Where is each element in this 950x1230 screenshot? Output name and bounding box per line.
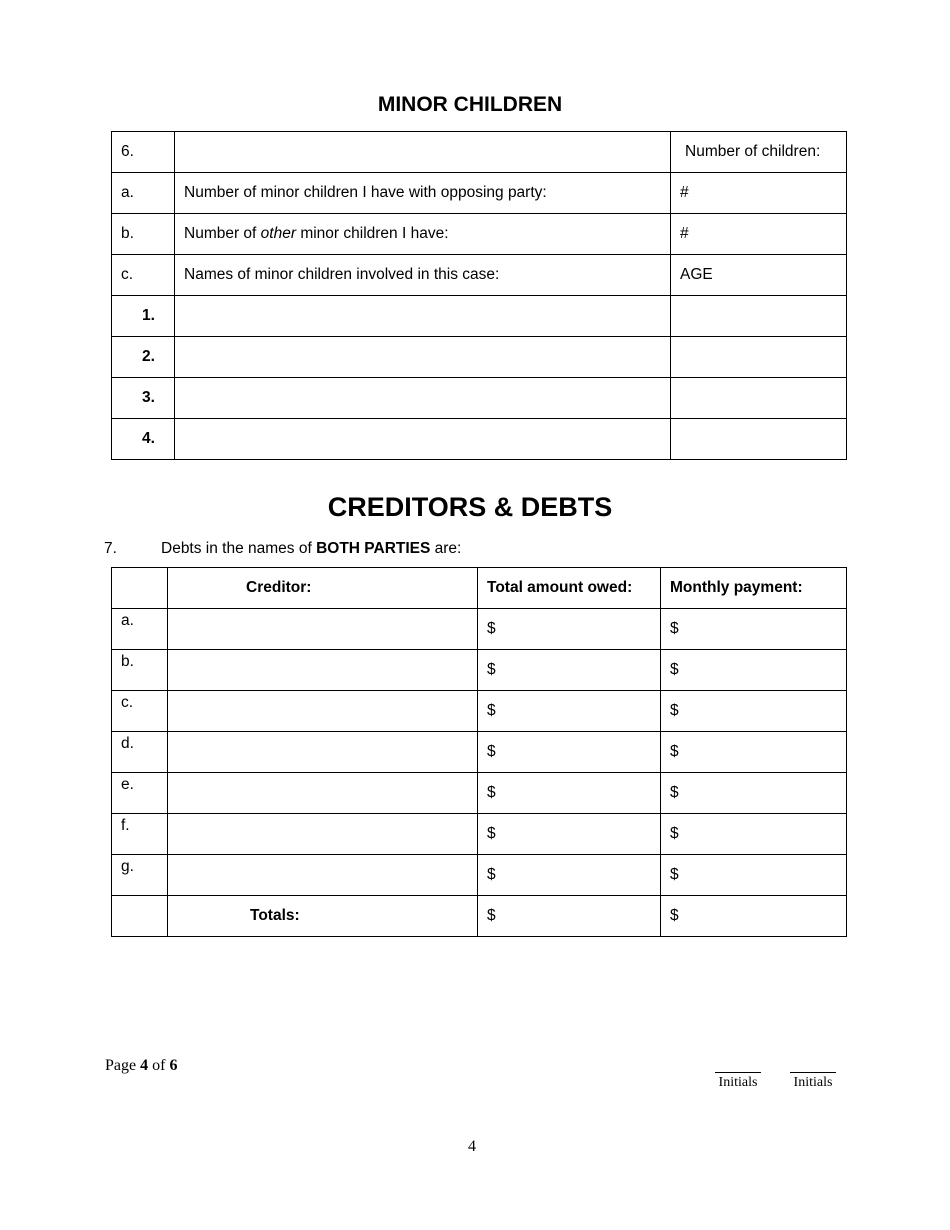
creditor-field[interactable] [168,650,478,691]
total-owed-header: Total amount owed: [478,568,661,609]
total-owed-field[interactable]: $ [478,691,661,732]
monthly-payment-header: Monthly payment: [661,568,847,609]
table-row [112,855,847,896]
monthly-payment-field[interactable]: $ [661,732,847,773]
table-row [112,378,847,419]
totals-label: Totals: [168,896,478,937]
table-row [112,255,847,296]
child-age-field[interactable] [671,378,847,419]
total-owed-field[interactable]: $ [478,855,661,896]
child-name-field[interactable] [175,337,671,378]
child-age-field[interactable] [671,419,847,460]
row-letter: d. [112,732,168,773]
row-letter: b. [112,650,168,691]
age-header: AGE [671,255,847,296]
total-owed-field[interactable]: $ [478,732,661,773]
total-owed-sum-field[interactable]: $ [478,896,661,937]
initials-field[interactable] [713,1060,763,1091]
monthly-payment-field[interactable]: $ [661,855,847,896]
debts-question [104,540,461,558]
table-row [112,419,847,460]
child-age-field[interactable] [671,337,847,378]
total-owed-field[interactable]: $ [478,773,661,814]
page-number: 4 [468,1138,476,1155]
monthly-payment-field[interactable]: $ [661,691,847,732]
minor-children-title: MINOR CHILDREN [377,93,563,116]
child-name-field[interactable] [175,378,671,419]
blank-cell [112,896,168,937]
creditor-field[interactable] [168,814,478,855]
initials-label: Initials [793,1075,833,1090]
number-of-children-label: Number of children: [671,132,847,173]
table-row [112,814,847,855]
creditor-field[interactable] [168,609,478,650]
child-name-field[interactable] [175,419,671,460]
monthly-payment-field[interactable]: $ [661,650,847,691]
table-row [112,609,847,650]
monthly-payment-field[interactable]: $ [661,773,847,814]
child-number: 3. [112,378,175,419]
table-row [112,296,847,337]
monthly-payment-sum-field[interactable]: $ [661,896,847,937]
child-name-field[interactable] [175,296,671,337]
monthly-payment-field[interactable]: $ [661,609,847,650]
children-count-field[interactable]: # [671,173,847,214]
creditor-field[interactable] [168,855,478,896]
monthly-payment-field[interactable]: $ [661,814,847,855]
table-row [112,214,847,255]
row-letter: a. [112,173,175,214]
table-row [112,691,847,732]
totals-row [112,896,847,937]
blank-cell [112,568,168,609]
table-row [112,732,847,773]
initials-label: Initials [718,1075,758,1090]
question-number: 7. [104,540,117,557]
section-number: 6. [112,132,175,173]
minor-children-table [111,131,847,460]
initials-field[interactable] [790,1060,836,1091]
debts-table [111,567,847,937]
creditor-header: Creditor: [168,568,478,609]
child-age-field[interactable] [671,296,847,337]
row-letter: f. [112,814,168,855]
table-row [112,650,847,691]
initials-line [715,1060,761,1073]
total-owed-field[interactable]: $ [478,609,661,650]
child-number: 4. [112,419,175,460]
question-text: Debts in the names of [161,540,317,557]
table-row [112,773,847,814]
row-label: Names of minor children involved in this case: [175,255,671,296]
creditor-field[interactable] [168,773,478,814]
question-bold-text: BOTH PARTIES [316,540,431,557]
table-header-row [112,568,847,609]
creditors-debts-title: CREDITORS & DEBTS [327,492,613,522]
creditor-field[interactable] [168,732,478,773]
row-letter: c. [112,691,168,732]
row-label: Number of other minor children I have: [175,214,671,255]
row-letter: a. [112,609,168,650]
row-label: Number of minor children I have with opposing party: [175,173,671,214]
table-row [112,337,847,378]
row-letter: b. [112,214,175,255]
row-letter: e. [112,773,168,814]
table-row [112,173,847,214]
total-owed-field[interactable]: $ [478,650,661,691]
row-letter: c. [112,255,175,296]
row-letter: g. [112,855,168,896]
child-number: 2. [112,337,175,378]
creditor-field[interactable] [168,691,478,732]
blank-cell [175,132,671,173]
initials-line [790,1060,836,1073]
child-number: 1. [112,296,175,337]
table-row [112,132,847,173]
other-children-count-field[interactable]: # [671,214,847,255]
total-owed-field[interactable]: $ [478,814,661,855]
page-indicator: Page 4 of 6 [105,1057,178,1074]
question-text-end: are: [430,540,462,557]
